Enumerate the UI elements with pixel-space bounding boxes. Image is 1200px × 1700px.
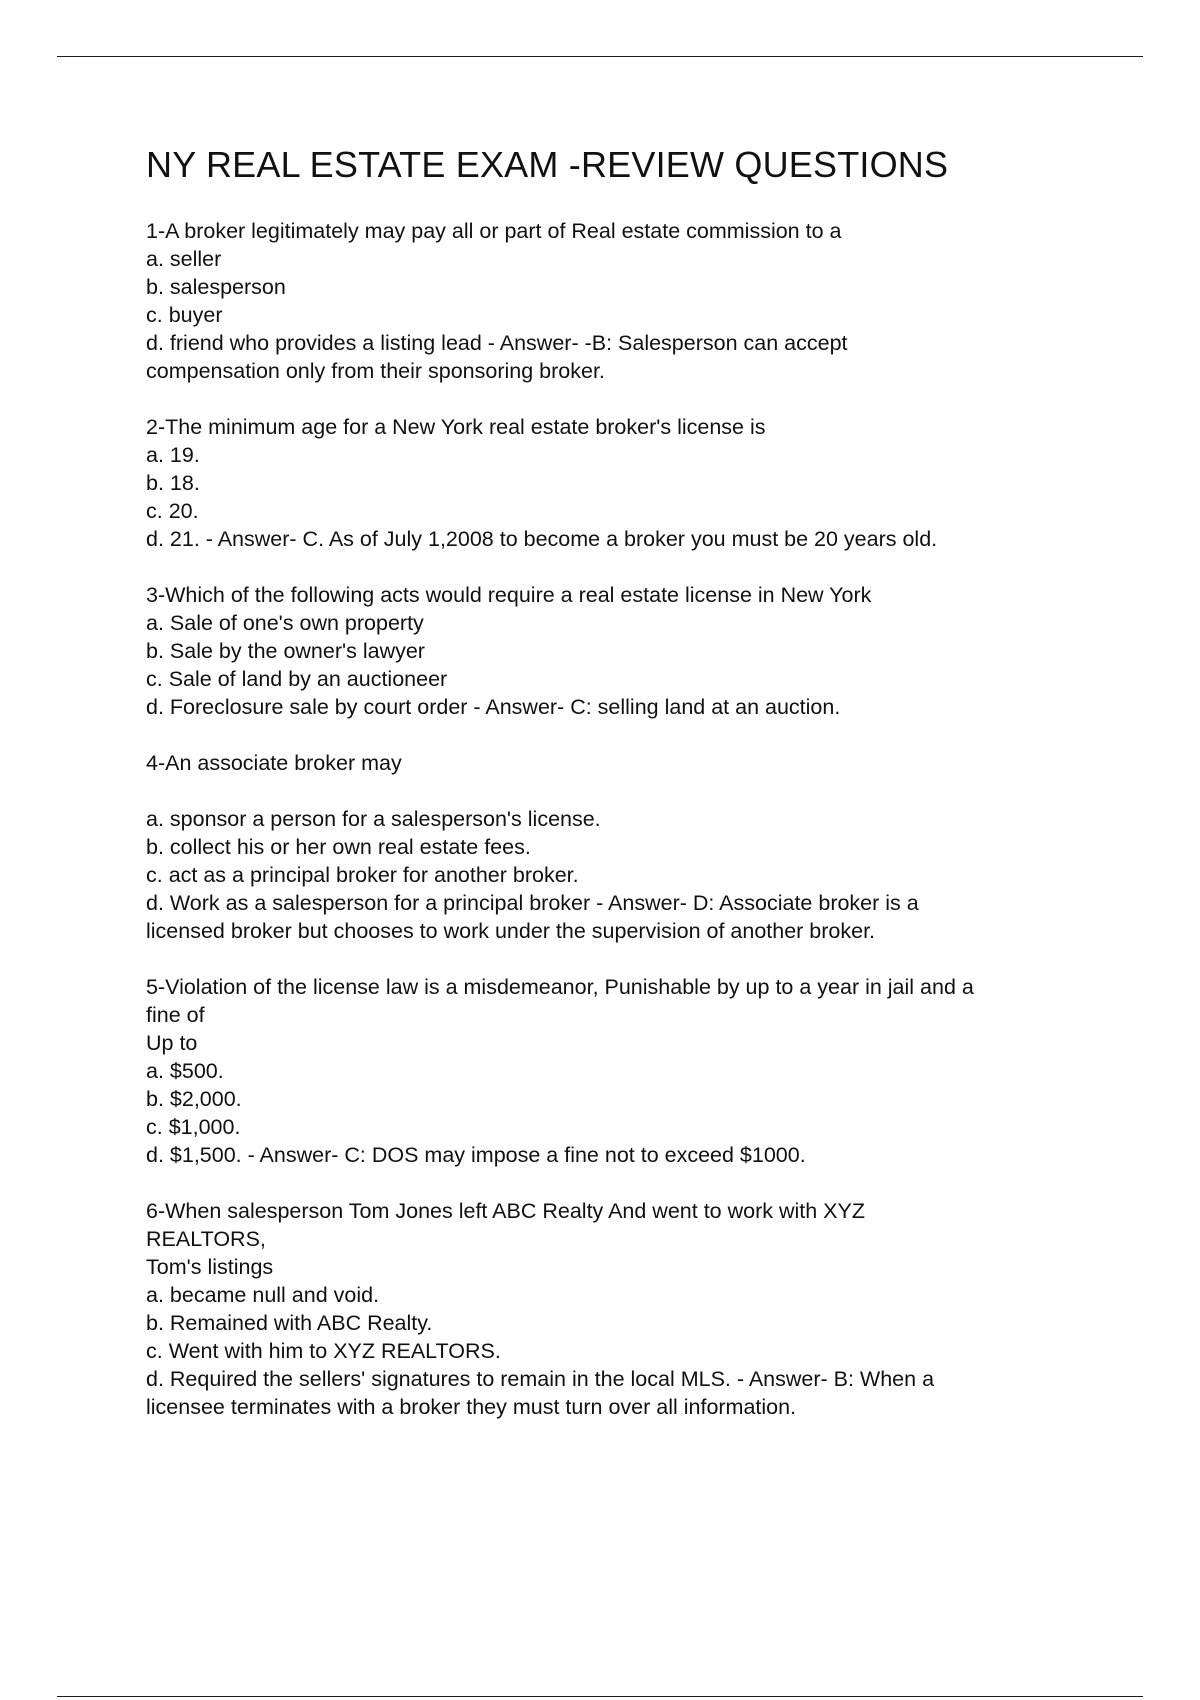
question-line: c. 20. xyxy=(146,499,199,523)
question-line: REALTORS, xyxy=(146,1227,266,1251)
question-text: 6-When salesperson Tom Jones left ABC Realty And went to work with XYZ xyxy=(146,1199,865,1223)
question-line: fine of xyxy=(146,1003,205,1027)
question-line: c. buyer xyxy=(146,303,223,327)
question-line: d. friend who provides a listing lead - Answer- -B: Salesperson can accept xyxy=(146,331,848,355)
question-line: d. Work as a salesperson for a principal broker - Answer- D: Associate broker is a xyxy=(146,891,919,915)
question-line: b. Sale by the owner's lawyer xyxy=(146,639,425,663)
question-text: 2-The minimum age for a New York real estate broker's license is xyxy=(146,415,766,439)
question-line: a. $500. xyxy=(146,1059,224,1083)
question-line: b. salesperson xyxy=(146,275,286,299)
question-line: c. $1,000. xyxy=(146,1115,241,1139)
question-line: Up to xyxy=(146,1031,198,1055)
question-line: d. 21. - Answer- C. As of July 1,2008 to become a broker you must be 20 years old. xyxy=(146,527,938,551)
question-line: d. Foreclosure sale by court order - Answer- C: selling land at an auction. xyxy=(146,695,841,719)
question-list xyxy=(146,217,1106,1421)
question-text: 4-An associate broker may xyxy=(146,751,402,775)
question-line: b. $2,000. xyxy=(146,1087,242,1111)
question-line: b. Remained with ABC Realty. xyxy=(146,1311,433,1335)
question-text: 1-A broker legitimately may pay all or part of Real estate commission to a xyxy=(146,219,842,243)
question-line: c. Sale of land by an auctioneer xyxy=(146,667,448,691)
question-line: b. 18. xyxy=(146,471,200,495)
question-line: a. Sale of one's own property xyxy=(146,611,424,635)
footer-rule xyxy=(57,1696,1143,1697)
question-line: b. collect his or her own real estate fees. xyxy=(146,835,531,859)
question-block xyxy=(146,217,1106,385)
question-text: 5-Violation of the license law is a misdemeanor, Punishable by up to a year in jail and a xyxy=(146,975,974,999)
question-line: d. $1,500. - Answer- C: DOS may impose a fine not to exceed $1000. xyxy=(146,1143,806,1167)
question-block xyxy=(146,1197,1106,1421)
question-line: d. Required the sellers' signatures to remain in the local MLS. - Answer- B: When a xyxy=(146,1367,935,1391)
question-line: a. became null and void. xyxy=(146,1283,380,1307)
document-body xyxy=(146,141,1106,1449)
document-title: NY REAL ESTATE EXAM -REVIEW QUESTIONS xyxy=(146,144,949,185)
question-line: a. sponsor a person for a salesperson's license. xyxy=(146,807,601,831)
question-line: c. Went with him to XYZ REALTORS. xyxy=(146,1339,501,1363)
question-line: licensed broker but chooses to work under the supervision of another broker. xyxy=(146,919,876,943)
question-line: a. seller xyxy=(146,247,222,271)
question-block xyxy=(146,413,1106,553)
question-line: Tom's listings xyxy=(146,1255,274,1279)
question-block xyxy=(146,581,1106,721)
question-block xyxy=(146,973,1106,1169)
question-text: 3-Which of the following acts would require a real estate license in New York xyxy=(146,583,872,607)
question-line: a. 19. xyxy=(146,443,200,467)
blank-line xyxy=(146,777,1106,805)
question-block xyxy=(146,749,1106,945)
header-rule xyxy=(57,56,1143,57)
question-line: c. act as a principal broker for another broker. xyxy=(146,863,579,887)
question-line: compensation only from their sponsoring broker. xyxy=(146,359,605,383)
question-line: licensee terminates with a broker they must turn over all information. xyxy=(146,1395,797,1419)
